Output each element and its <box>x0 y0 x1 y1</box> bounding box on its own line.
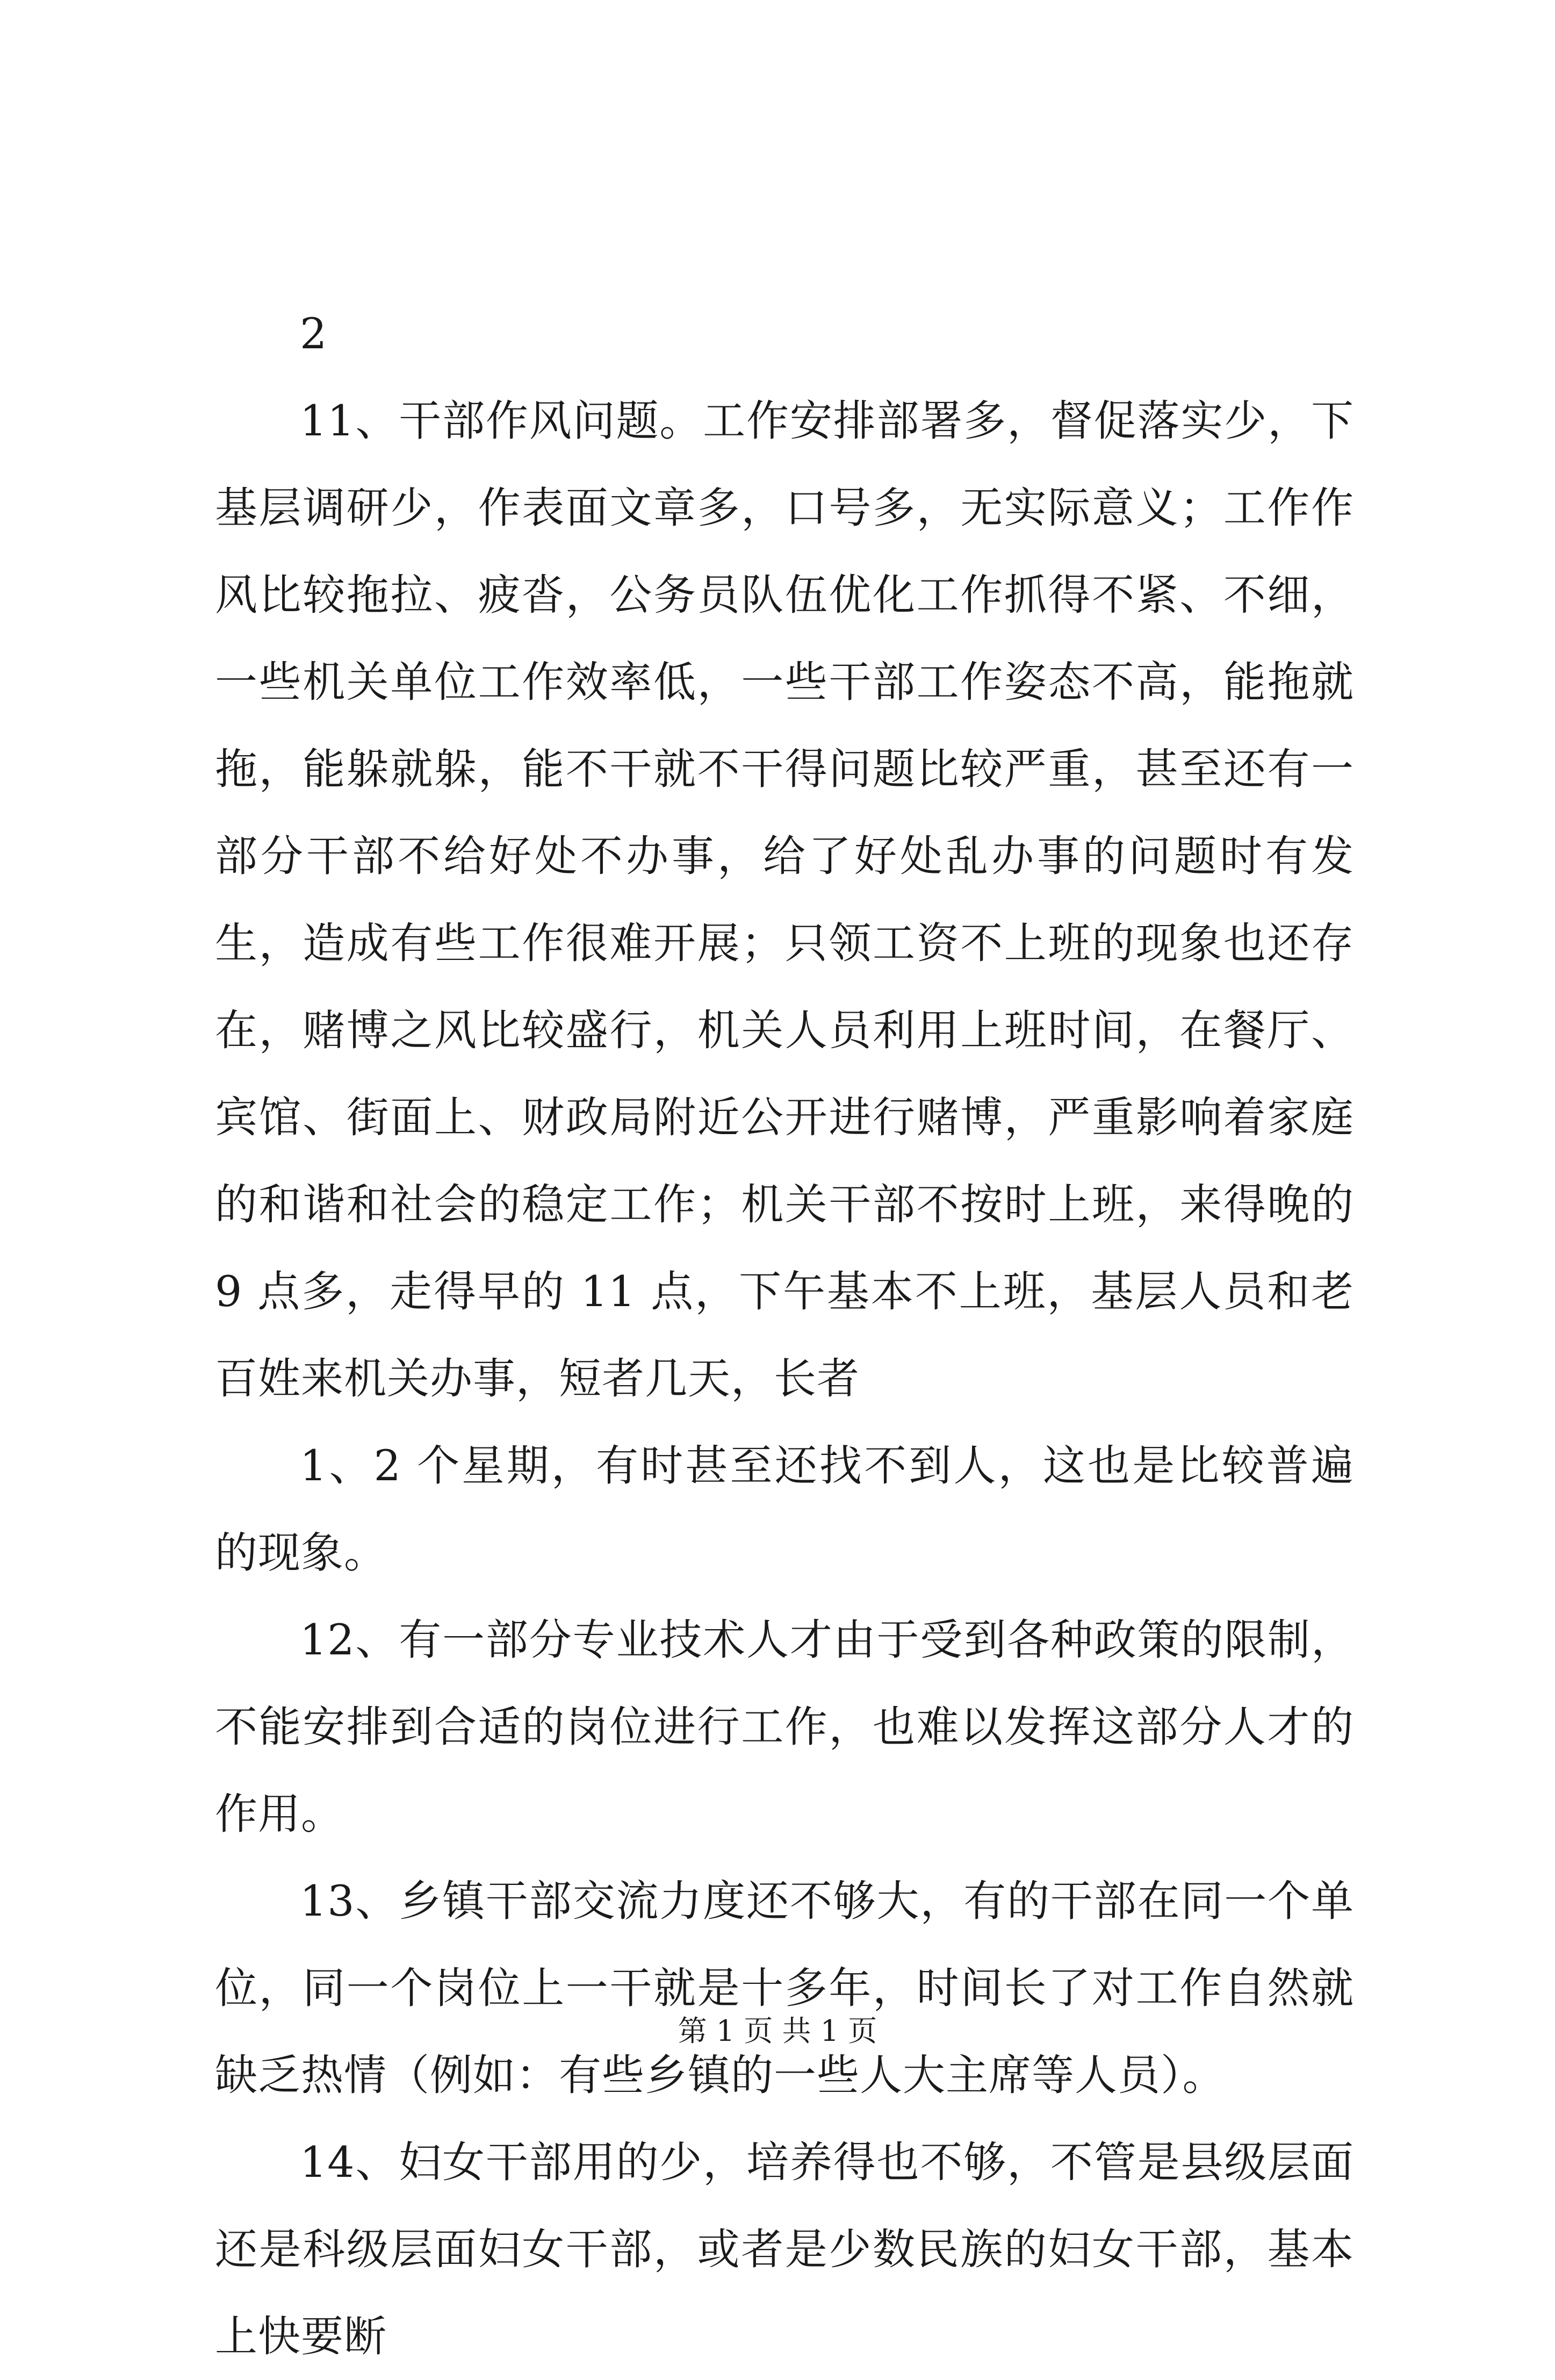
paragraph-item-13: 13、乡镇干部交流力度还不够大，有的干部在同一个单位，同一个岗位上一干就是十多年，时间长了对工作自然就缺乏热情（例如：有些乡镇的一些人大主席等人员）。 <box>215 1876 1354 2100</box>
paragraph-item-14: 14、妇女干部用的少，培养得也不够，不管是县级层面还是科级层面妇女干部，或者是少数民族的妇女干部，基本上快要断 <box>215 2138 1354 2361</box>
paragraph-continuation: 1、2 个星期，有时甚至还找不到人，这也是比较普遍的现象。 <box>215 1441 1354 1578</box>
paragraph-item-12: 12、有一部分专业技术人才由于受到各种政策的限制，不能安排到合适的岗位进行工作，也难以发挥这部分人才的作用。 <box>215 1615 1354 1839</box>
paragraph-item-11: 11、干部作风问题。工作安排部署多，督促落实少，下基层调研少，作表面文章多，口号多，无实际意义；工作作风比较拖拉、疲沓，公务员队伍优化工作抓得不紧、不细，一些机关单位工作效率低，一些干部工作姿态不高，能拖就拖，能躲就躲，能不干就不干得问题比较严重，甚至还有一部分干部不给好处不办事，给了好处乱办事的问题时有发生，造成有些工作很难开展；只领工资不上班的现象也还存在，赌博之风比较盛行，机关人员利用上班时间，在餐厅、宾馆、街面上、财政局附近公开进行赌博，严重影响着家庭的和谐和社会的稳定工作；机关干部不按时上班，来得晚的 9 点多，走得早的 11 点，下午基本不上班，基层人员和老百姓来机关办事，短者几天，长者 <box>215 396 1354 1403</box>
document-body <box>215 290 1354 2380</box>
page-footer: 第 1 页 共 1 页 <box>678 2014 877 2048</box>
paragraph-page-number: 2 <box>300 309 328 359</box>
